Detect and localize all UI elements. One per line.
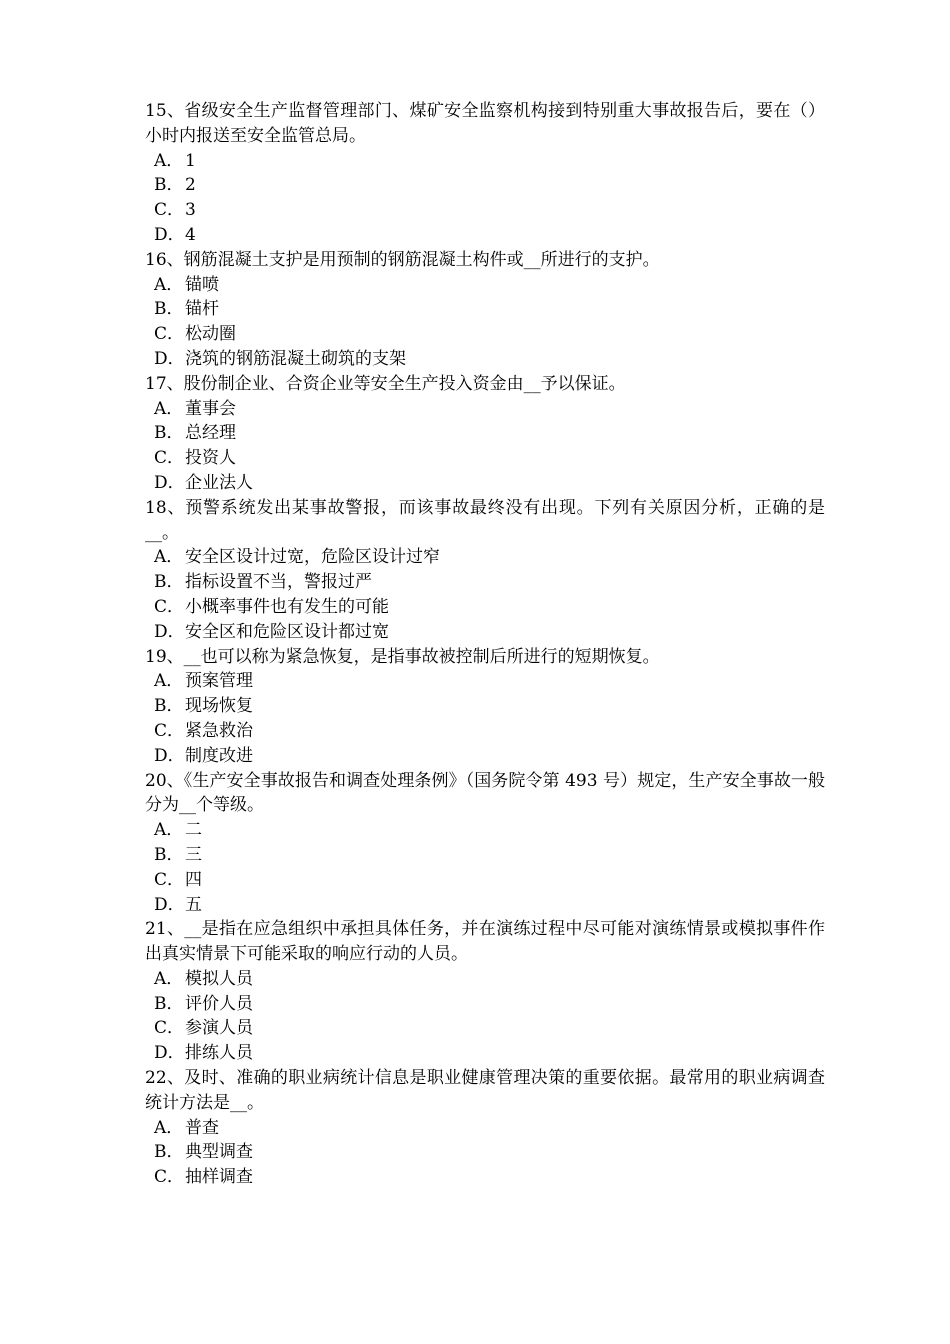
option-b: [145, 1140, 825, 1165]
option-letter: C．: [154, 1167, 185, 1188]
option-c: [145, 1165, 825, 1190]
option-letter: D．: [154, 621, 185, 642]
option-d: [145, 1041, 825, 1066]
option-list: [145, 149, 825, 248]
option-text: 董事会: [185, 398, 236, 419]
document-page: [145, 99, 825, 1190]
question-22: [145, 1066, 825, 1190]
option-text: 松动圈: [185, 324, 236, 345]
option-text: 企业法人: [185, 472, 253, 493]
option-letter: B．: [154, 175, 184, 196]
option-letter: A．: [154, 398, 184, 419]
option-text: 评价人员: [185, 993, 253, 1014]
option-letter: D．: [154, 1043, 185, 1064]
option-letter: C．: [154, 720, 185, 741]
option-text: 普查: [185, 1117, 219, 1138]
option-text: 4: [185, 224, 196, 245]
option-text: 模拟人员: [185, 968, 253, 989]
option-c: [145, 868, 825, 893]
option-letter: B．: [154, 993, 184, 1014]
option-list: [145, 967, 825, 1066]
option-list: [145, 397, 825, 496]
option-letter: A．: [154, 820, 184, 841]
question-19: [145, 645, 825, 769]
option-letter: D．: [154, 348, 185, 369]
option-text: 浇筑的钢筋混凝土砌筑的支架: [185, 348, 406, 369]
option-text: 五: [185, 894, 202, 915]
option-text: 典型调查: [185, 1142, 253, 1163]
option-text: 2: [185, 175, 196, 196]
option-b: [145, 297, 825, 322]
option-letter: B．: [154, 572, 184, 593]
option-text: 小概率事件也有发生的可能: [185, 596, 389, 617]
question-17: [145, 372, 825, 496]
option-text: 锚喷: [185, 274, 219, 295]
option-b: [145, 421, 825, 446]
option-letter: B．: [154, 1142, 184, 1163]
option-c: [145, 595, 825, 620]
option-text: 锚杆: [185, 299, 219, 320]
question-stem: 22、及时、准确的职业病统计信息是职业健康管理决策的重要依据。最常用的职业病调查统计方法是__。: [145, 1068, 825, 1113]
option-c: [145, 1016, 825, 1041]
option-text: 安全区设计过宽，危险区设计过窄: [185, 547, 440, 568]
option-text: 现场恢复: [185, 696, 253, 717]
question-18: [145, 496, 825, 645]
option-text: 总经理: [185, 423, 236, 444]
option-letter: A．: [154, 968, 184, 989]
option-d: [145, 744, 825, 769]
option-text: 1: [185, 150, 196, 171]
option-text: 抽样调查: [185, 1167, 253, 1188]
option-letter: A．: [154, 671, 184, 692]
option-letter: A．: [154, 274, 184, 295]
option-letter: B．: [154, 423, 184, 444]
option-a: [145, 149, 825, 174]
option-letter: C．: [154, 596, 185, 617]
option-d: [145, 893, 825, 918]
question-15: [145, 99, 825, 248]
option-a: [145, 818, 825, 843]
option-text: 制度改进: [185, 745, 253, 766]
option-text: 紧急救治: [185, 720, 253, 741]
question-stem: 21、__是指在应急组织中承担具体任务，并在演练过程中尽可能对演练情景或模拟事件作出真实情景下可能采取的响应行动的人员。: [145, 919, 825, 965]
question-stem: 18、预警系统发出某事故警报，而该事故最终没有出现。下列有关原因分析，正确的是__。: [145, 497, 825, 543]
option-letter: A．: [154, 547, 184, 568]
option-d: [145, 471, 825, 496]
option-c: [145, 446, 825, 471]
option-b: [145, 992, 825, 1017]
option-list: [145, 818, 825, 917]
option-text: 二: [185, 820, 202, 841]
option-text: 安全区和危险区设计都过宽: [185, 621, 389, 642]
option-letter: C．: [154, 200, 185, 221]
option-b: [145, 570, 825, 595]
option-letter: C．: [154, 324, 185, 345]
question-stem: 16、钢筋混凝土支护是用预制的钢筋混凝土构件或__所进行的支护。: [145, 249, 660, 270]
option-c: [145, 322, 825, 347]
question-21: [145, 917, 825, 1066]
option-a: [145, 1116, 825, 1141]
option-a: [145, 545, 825, 570]
option-letter: B．: [154, 299, 184, 320]
option-text: 投资人: [185, 448, 236, 469]
option-letter: A．: [154, 1117, 184, 1138]
question-16: [145, 248, 825, 372]
option-c: [145, 198, 825, 223]
option-letter: B．: [154, 696, 184, 717]
option-letter: A．: [154, 150, 184, 171]
option-letter: D．: [154, 894, 185, 915]
option-text: 参演人员: [185, 1018, 253, 1039]
question-stem: 17、股份制企业、合资企业等安全生产投入资金由__予以保证。: [145, 373, 626, 394]
option-a: [145, 273, 825, 298]
option-list: [145, 1116, 825, 1190]
option-letter: D．: [154, 224, 185, 245]
option-b: [145, 843, 825, 868]
option-b: [145, 173, 825, 198]
option-b: [145, 694, 825, 719]
option-text: 预案管理: [185, 671, 253, 692]
option-a: [145, 397, 825, 422]
option-text: 三: [185, 844, 202, 865]
option-d: [145, 223, 825, 248]
option-a: [145, 967, 825, 992]
option-letter: C．: [154, 1018, 185, 1039]
question-stem: 20、《生产安全事故报告和调查处理条例》（国务院令第 493 号）规定，生产安全事故一般分为__个等级。: [145, 770, 825, 816]
option-a: [145, 669, 825, 694]
option-list: [145, 545, 825, 644]
option-letter: C．: [154, 869, 185, 890]
option-letter: D．: [154, 472, 185, 493]
option-text: 3: [185, 200, 196, 221]
option-list: [145, 669, 825, 768]
option-d: [145, 347, 825, 372]
option-text: 排练人员: [185, 1043, 253, 1064]
option-letter: D．: [154, 745, 185, 766]
question-stem: 15、省级安全生产监督管理部门、煤矿安全监察机构接到特别重大事故报告后，要在（）小时内报送至安全监管总局。: [145, 101, 825, 146]
option-text: 四: [185, 869, 202, 890]
option-d: [145, 620, 825, 645]
option-list: [145, 273, 825, 372]
question-stem: 19、__也可以称为紧急恢复，是指事故被控制后所进行的短期恢复。: [145, 646, 660, 667]
option-c: [145, 719, 825, 744]
option-letter: B．: [154, 844, 184, 865]
question-20: [145, 769, 825, 918]
option-text: 指标设置不当，警报过严: [185, 572, 372, 593]
option-letter: C．: [154, 448, 185, 469]
